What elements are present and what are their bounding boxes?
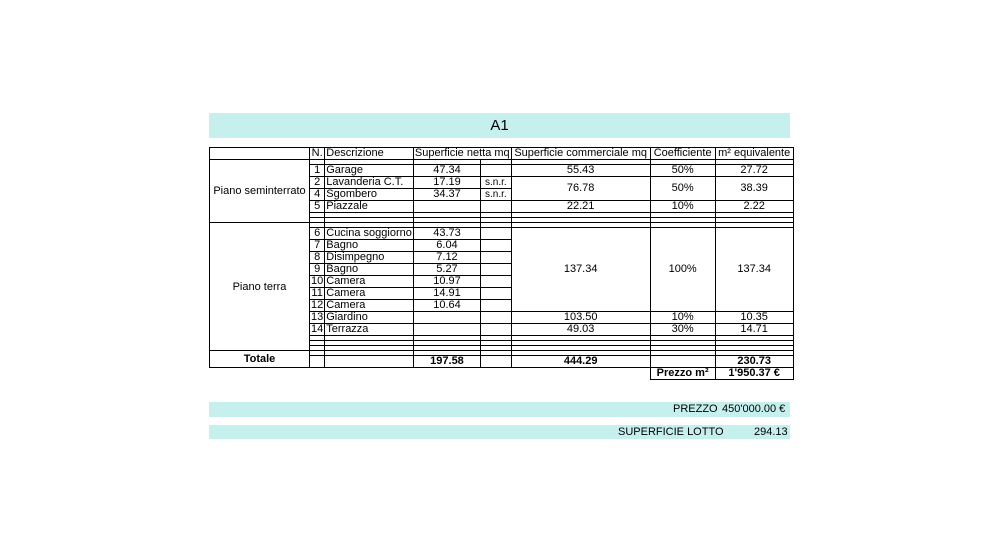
header-superficie-netta: Superficie netta mq (414, 147, 510, 159)
row-descrizione: Piazzale (325, 201, 414, 213)
row-superficie-netta: 17.19 (413, 177, 480, 189)
header-m2-equivalente: m² equivalente (715, 148, 793, 160)
prezzo-label: PREZZO (673, 403, 718, 415)
row-n: 9 (310, 264, 325, 276)
row-note (481, 264, 512, 276)
row-descrizione: Bagno (325, 240, 414, 252)
row-coefficiente: 10% (650, 312, 715, 324)
row-descrizione: Camera (325, 288, 414, 300)
row-n: 10 (311, 275, 324, 287)
row-superficie-commerciale: 55.43 (511, 165, 650, 177)
header-blank (210, 148, 310, 160)
prezzo-m2-label: Prezzo m² (650, 368, 715, 380)
surface-table (209, 147, 794, 380)
row-superficie-netta: 10.97 (413, 276, 480, 288)
row-note (481, 288, 512, 300)
totale-coef-blank (650, 356, 715, 368)
row-n: 1 (310, 165, 325, 177)
row-n: 5 (310, 201, 325, 213)
row-superficie-netta: 43.73 (413, 228, 480, 240)
merged-superficie-commerciale: 137.34 (511, 228, 650, 312)
row-note (481, 240, 512, 252)
merged-m2-equivalente: 137.34 (715, 228, 793, 312)
prezzo-m2-value: 1'950.37 € (715, 368, 793, 380)
row-m2-equivalente: 14.71 (715, 324, 793, 336)
row-descrizione: Disimpegno (325, 252, 414, 264)
totale-superficie-netta: 197.58 (413, 356, 480, 368)
row-coefficiente: 30% (650, 324, 715, 336)
row-note (481, 228, 512, 240)
row-descrizione: Sgombero (325, 189, 414, 201)
row-descrizione: Giardino (325, 312, 414, 324)
row-descrizione: Lavanderia C.T. (325, 177, 414, 189)
row-n: 2 (310, 177, 325, 189)
row-superficie-netta: 6.04 (413, 240, 480, 252)
row-superficie-commerciale: 103.50 (511, 312, 650, 324)
totale-label: Totale (210, 351, 310, 368)
prezzo-m2-row (210, 368, 794, 380)
row-n: 14 (311, 323, 324, 335)
row-note (481, 312, 512, 324)
group-piano-terra: Piano terra (210, 223, 310, 351)
row-descrizione: Terrazza (325, 324, 414, 336)
superficie-lotto-value: 294.13 (754, 426, 788, 438)
row-note: s.n.r. (481, 177, 512, 189)
totale-superficie-commerciale: 444.29 (511, 356, 650, 368)
row-superficie-netta: 14.91 (413, 288, 480, 300)
row-superficie-netta: 10.64 (413, 300, 480, 312)
header-coefficiente: Coefficiente (650, 148, 715, 160)
merged-m2-equivalente: 38.39 (715, 177, 793, 201)
row-superficie-commerciale: 22.21 (511, 201, 650, 213)
totale-m2-equivalente: 230.73 (715, 356, 793, 368)
totale-note-blank (481, 356, 512, 368)
row-note (481, 324, 512, 336)
header-superficie-commerciale: Superficie commerciale mq (511, 148, 650, 160)
prezzo-value: 450'000.00 € (722, 403, 786, 415)
row-superficie-netta (413, 324, 480, 336)
row-superficie-netta: 7.12 (413, 252, 480, 264)
row-descrizione: Camera (325, 276, 414, 288)
row-n: 12 (311, 299, 324, 311)
row-note (481, 252, 512, 264)
header-row (210, 148, 794, 160)
row-n: 6 (310, 228, 325, 240)
merged-coefficiente: 50% (650, 177, 715, 201)
totale-desc-blank (325, 356, 414, 368)
row-n: 7 (310, 240, 325, 252)
group-piano-seminterrato: Piano seminterrato (210, 160, 310, 223)
row-note (481, 300, 512, 312)
row-superficie-netta: 34.37 (413, 189, 480, 201)
row-descrizione: Cucina soggiorno (326, 227, 412, 239)
row-superficie-netta (413, 201, 480, 213)
merged-superficie-commerciale: 76.78 (511, 177, 650, 201)
header-n: N. (310, 148, 325, 160)
superficie-lotto-band (209, 425, 790, 439)
row-superficie-commerciale: 49.03 (511, 324, 650, 336)
totale-n-blank (310, 356, 325, 368)
row-descrizione: Bagno (325, 264, 414, 276)
row-n: 13 (311, 311, 324, 323)
row-note: s.n.r. (481, 189, 512, 201)
row-m2-equivalente: 27.72 (715, 165, 793, 177)
sheet-title: A1 (490, 117, 509, 134)
row-descrizione: Garage (325, 165, 414, 177)
row-n: 8 (310, 252, 325, 264)
merged-coefficiente: 100% (650, 228, 715, 312)
superficie-lotto-label: SUPERFICIE LOTTO (618, 426, 724, 438)
header-descrizione: Descrizione (325, 148, 414, 160)
row-m2-equivalente: 2.22 (715, 201, 793, 213)
row-n: 11 (311, 287, 323, 299)
row-coefficiente: 10% (650, 201, 715, 213)
row-superficie-netta: 47.34 (413, 165, 480, 177)
row-m2-equivalente: 10.35 (715, 312, 793, 324)
row-descrizione: Camera (325, 300, 414, 312)
prezzo-band (209, 402, 790, 417)
row-superficie-netta: 5.27 (413, 264, 480, 276)
row-superficie-netta (413, 312, 480, 324)
title-band (209, 113, 790, 138)
row-coefficiente: 50% (650, 165, 715, 177)
row-note (481, 276, 512, 288)
row-n: 4 (310, 189, 325, 201)
row-note (481, 201, 512, 213)
row-note (481, 165, 512, 177)
